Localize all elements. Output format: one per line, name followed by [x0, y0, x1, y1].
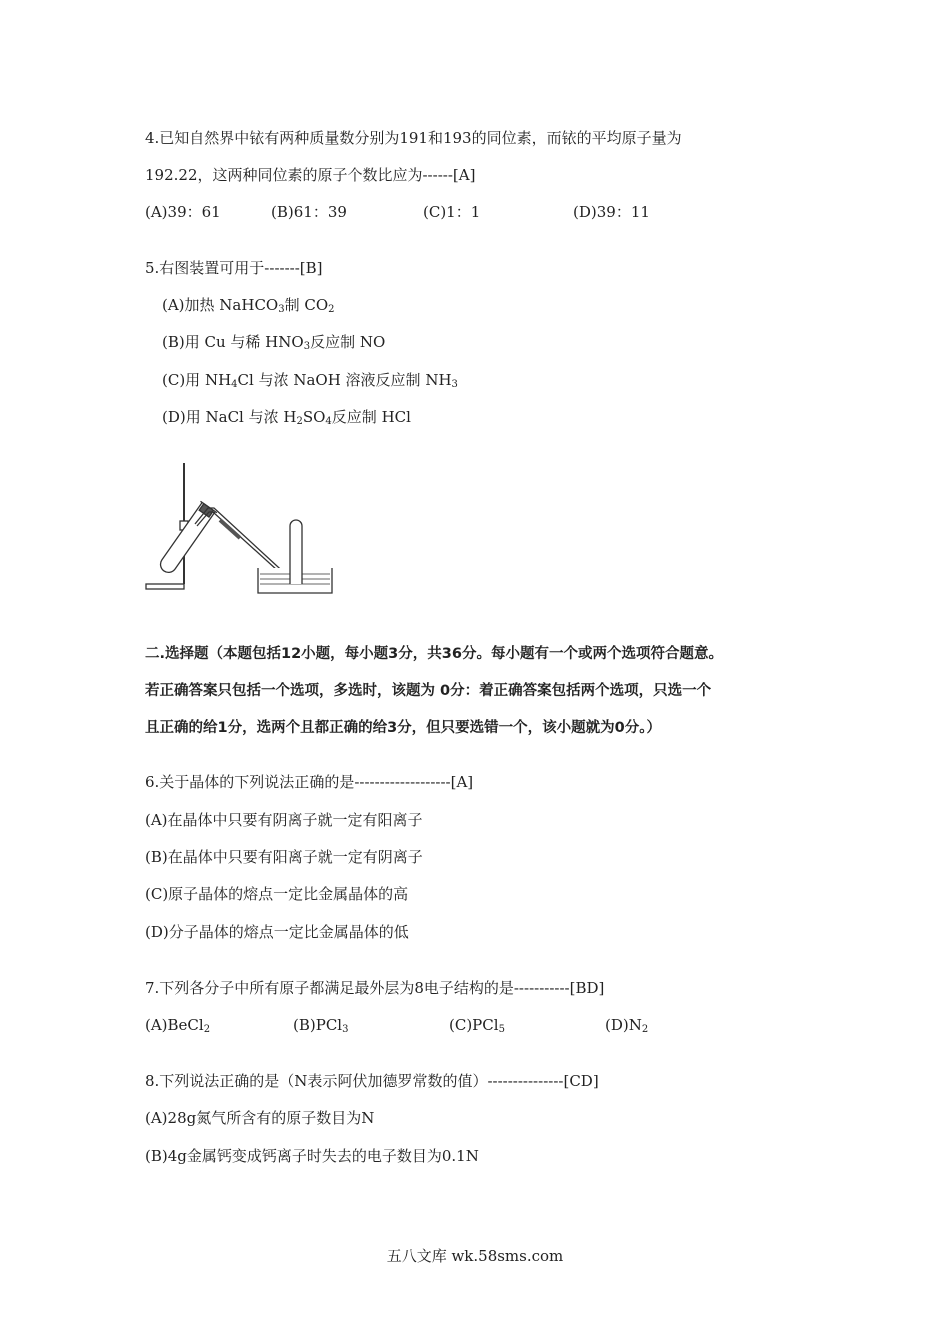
q4-option-b: (B)61：39 [271, 203, 347, 221]
section2-line3: 且正确的给1分，选两个且都正确的给3分，但只要选错一个，该小题就为0分。） [145, 720, 662, 736]
q4-option-a: (A)39：61 [145, 203, 221, 221]
lab-apparatus-figure [140, 458, 340, 598]
q8-option-a: (A)28g氮气所含有的原子数目为N [145, 1109, 375, 1127]
q7-options [145, 1015, 705, 1035]
q6-option-b: (B)在晶体中只要有阳离子就一定有阴离子 [145, 848, 423, 866]
q4-line2: 192.22，这两种同位素的原子个数比应为------[A] [145, 166, 476, 184]
q8-stem: 8.下列说法正确的是（N表示阿伏加德罗常数的值）---------------[CD] [145, 1072, 599, 1090]
q6-option-c: (C)原子晶体的熔点一定比金属晶体的高 [145, 885, 409, 903]
q5-stem: 5.右图装置可用于-------[B] [145, 259, 323, 277]
q7-option-a: (A)BeCl$_2$ [145, 1016, 211, 1035]
q4-line1: 4.已知自然界中铱有两种质量数分别为191和193的同位素，而铱的平均原子量为 [145, 129, 682, 147]
q7-option-d: $(D)N_2$ [605, 1016, 649, 1035]
stand-base [146, 584, 184, 589]
q4-option-c: (C)1：1 [423, 203, 481, 221]
q8-option-b: (B)4g金属钙变成钙离子时失去的电子数目为0.1N [145, 1147, 479, 1165]
q5-option-c: (C)用 $NH_4Cl$ 与浓 NaOH 溶液反应制 $NH_3$ [162, 371, 458, 390]
footer-watermark: 五八文库 wk.58sms.com [386, 1247, 564, 1265]
q6-option-a: (A)在晶体中只要有阴离子就一定有阳离子 [145, 811, 423, 829]
collecting-tube [290, 520, 302, 584]
q5-option-a: (A)加热 NaHCO$_3$制 $CO_2$ [162, 296, 335, 315]
q7-stem: 7.下列各分子中所有原子都满足最外层为8电子结构的是-----------[BD] [145, 979, 605, 997]
q4-options [145, 202, 765, 222]
q6-stem: 6.关于晶体的下列说法正确的是-------------------[A] [145, 773, 474, 791]
q7-option-b: (B)PCl$_3$ [293, 1016, 349, 1035]
q5-option-d: (D)用 NaCl 与浓 $H_2SO_4$反应制 HCl [162, 408, 411, 427]
q4-option-d: (D)39：11 [573, 203, 650, 221]
q6-option-d: (D)分子晶体的熔点一定比金属晶体的低 [145, 923, 409, 941]
q5-option-b: (B)用 Cu 与稀 $HNO_3$反应制 NO [162, 333, 386, 352]
section2-line2: 若正确答案只包括一个选项，多选时，该题为 0分：着正确答案包括两个选项，只选一个 [145, 683, 712, 699]
section2-line1: 二.选择题（本题包括12小题，每小题3分，共36分。每小题有一个或两个选项符合题意。 [145, 646, 723, 662]
q7-option-c: (C)PCl$_5$ [449, 1016, 505, 1035]
